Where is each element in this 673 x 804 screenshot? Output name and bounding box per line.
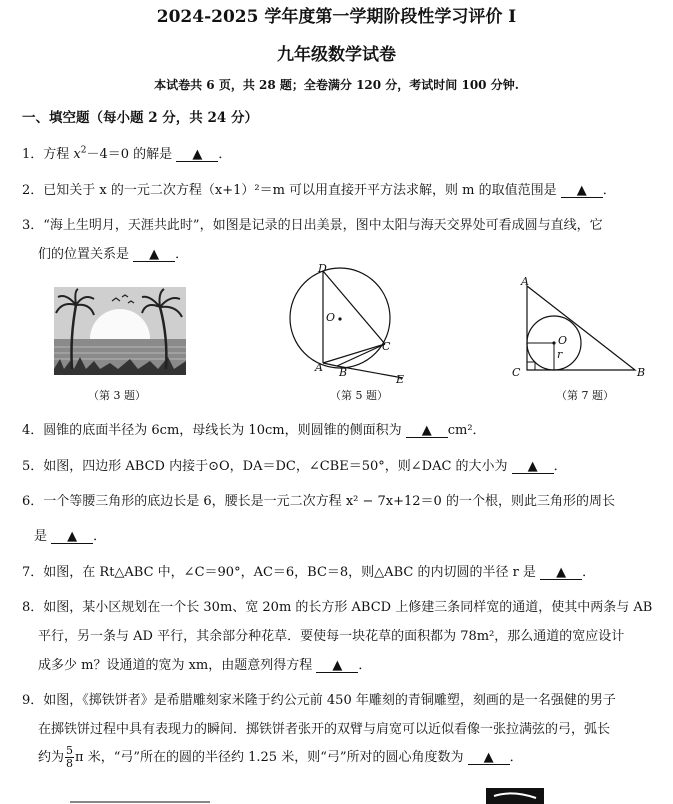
answer-blank[interactable]: ▲ bbox=[512, 460, 554, 474]
question-number: 3． bbox=[22, 218, 44, 233]
section-heading: 一、填空题（每小题 2 分，共 24 分） bbox=[22, 110, 258, 126]
question-7: 7．如图，在 Rt△ABC 中，∠C＝90°，AC＝6，BC＝8，则△ABC 的内切圆的半径 r 是 ▲ ． bbox=[22, 565, 596, 580]
question-8-cont-2: 成多少 m？设通道的宽为 xm，由题意列得方程 ▲ ． bbox=[38, 658, 372, 673]
question-number: 9． bbox=[22, 693, 44, 708]
question-9-cont: 在掷铁饼过程中具有表现力的瞬间．掷铁饼者张开的双臂与肩宽可以近似看像一张拉满弦的弓，弧长 bbox=[38, 722, 611, 737]
label-A: A bbox=[315, 361, 323, 374]
exam-subtitle: 九年级数学试卷 bbox=[277, 45, 396, 65]
exam-title: 2024-2025 学年度第一学期阶段性学习评价 I bbox=[156, 7, 517, 27]
answer-blank[interactable]: ▲ bbox=[406, 424, 448, 438]
question-4: 4．圆锥的底面半径为 6cm，母线长为 10cm，则圆锥的侧面积为 ▲ cm²． bbox=[22, 423, 486, 438]
question-6-cont: 是 ▲ ． bbox=[34, 529, 107, 544]
question-5: 5．如图，四边形 ABCD 内接于⊙O，DA＝DC，∠CBE＝50°，则∠DAC 的大小为 ▲ ． bbox=[22, 459, 567, 474]
answer-blank[interactable]: ▲ bbox=[176, 148, 218, 162]
figure-7-diagram bbox=[515, 278, 645, 378]
answer-blank[interactable]: ▲ bbox=[540, 566, 582, 580]
question-8-cont: 平行，另一条与 AD 平行，其余部分种花草．要使每一块花草的面积都为 78m²，那么通道的宽应设计 bbox=[38, 629, 625, 644]
question-3: 3．“海上生明月，天涯共此时”，如图是记录的日出美景，图中太阳与海天交界处可看成圆与直线，它 bbox=[22, 218, 603, 233]
label-C: C bbox=[382, 340, 391, 353]
answer-blank[interactable]: ▲ bbox=[468, 751, 510, 765]
label-E: E bbox=[396, 373, 405, 386]
question-9-cont-2: 约为 $\frac{5}{8}$ π 米，“弓”所在的圆的半径约 1.25 米，则“弓”所对的圆心角度数为 ▲ ． bbox=[38, 744, 523, 770]
answer-blank[interactable]: ▲ bbox=[316, 659, 358, 673]
label-C: C bbox=[512, 366, 521, 379]
sunrise-picture bbox=[54, 287, 186, 375]
question-number: 7． bbox=[22, 565, 44, 580]
figure-5-caption: （第 5 题） bbox=[330, 389, 388, 402]
label-r: r bbox=[557, 348, 563, 361]
question-2: 2．已知关于 x 的一元二次方程（x+1）²＝m 可以用直接开平方法求解，则 m 的取值范围是 ▲ ． bbox=[22, 183, 616, 198]
question-9: 9．如图，《掷铁饼者》是希腊雕刻家米隆于约公元前 450 年雕刻的青铜雕塑，刻画的是一名强健的男子 bbox=[22, 693, 616, 708]
figure-3-caption: （第 3 题） bbox=[88, 389, 146, 402]
question-6: 6．一个等腰三角形的底边长是 6，腰长是一元二次方程 x² − 7x+12＝0 的一个根，则此三角形的周长 bbox=[22, 494, 615, 509]
answer-blank[interactable]: ▲ bbox=[133, 248, 175, 262]
question-1: 1．方程 $x^2-4=0$ 的解是 ▲ ． bbox=[22, 145, 232, 162]
answer-blank[interactable]: ▲ bbox=[561, 184, 603, 198]
question-number: 5． bbox=[22, 459, 44, 474]
question-8: 8．如图，某小区规划在一个长 30m、宽 20m 的长方形 ABCD 上修建三条同样宽的通道，使其中两条与 AB bbox=[22, 600, 653, 615]
question-number: 4． bbox=[22, 423, 44, 438]
fraction: $\frac{5}{8}$ bbox=[66, 744, 74, 770]
answer-blank[interactable]: ▲ bbox=[51, 530, 93, 544]
label-O: O bbox=[326, 311, 336, 324]
question-3-cont: 们的位置关系是 ▲ ． bbox=[38, 247, 189, 262]
question-number: 2． bbox=[22, 183, 44, 198]
label-O: O bbox=[558, 334, 568, 347]
label-B: B bbox=[339, 366, 348, 379]
label-D: D bbox=[318, 262, 327, 275]
question-number: 8． bbox=[22, 600, 44, 615]
label-A: A bbox=[521, 275, 529, 288]
partial-figure-bottom bbox=[0, 786, 673, 804]
question-number: 6． bbox=[22, 494, 44, 509]
figure-7-caption: （第 7 题） bbox=[556, 389, 614, 402]
label-B: B bbox=[637, 366, 646, 379]
exam-info: 本试卷共 6 页，共 28 题；全卷满分 120 分，考试时间 100 分钟. bbox=[154, 78, 519, 92]
question-number: 1． bbox=[22, 147, 44, 162]
